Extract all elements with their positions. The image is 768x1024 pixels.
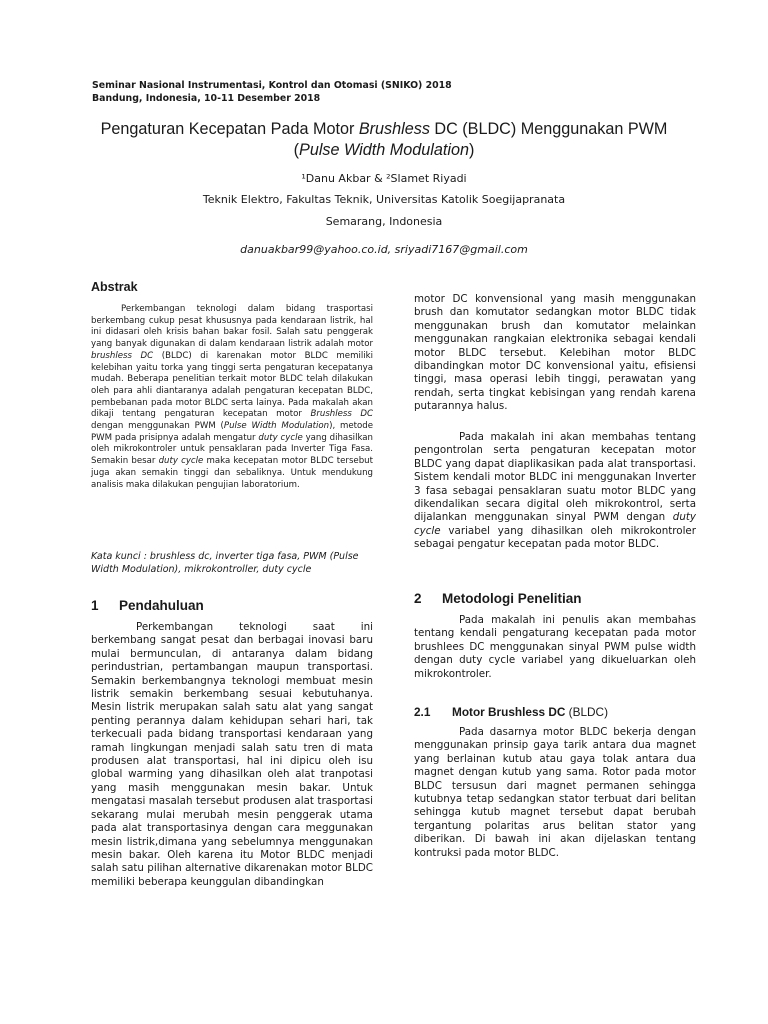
conference-header: [92, 79, 452, 105]
section-2-1-text: Pada dasarnya motor BLDC bekerja dengan menggunakan prinsip gaya tarik antara dua magnet yang berlainan kutub atau gaya tolak antara dua magnet dengan kutub yang sama. Rotor pada motor BLDC tersusun dari magnet permanen sehingga kutubnya tetap sedangkan stator terbuat dari belitan sehingga kutub magnet tersebut dapat berubah tergantung polaritas arus belitan stator yang diberikan. Di bawah ini akan dijelaskan tentang kontruksi pada motor BLDC.: [414, 726, 696, 859]
keywords: Kata kunci : brushless dc, inverter tiga fasa, PWM (Pulse Width Modulation), mikrokontroller, duty cycle: [91, 551, 359, 575]
intro-paragraph-2: Pada makalah ini akan membahas tentang pengontrolan serta pengaturan kecepatan motor BLDC yang dapat diaplikasikan pada alat transportasi. Sistem kendali motor BLDC ini menggunakan Inverter 3 fasa sebagai pensaklaran suatu motor BLDC yang dikendalikan secara digital oleh mikrokontrol, serta dijalankan menggunakan sinyal PWM dengan duty cycle variabel yang dihasilkan oleh mikrokontroler sebagai pengatur kecepatan pada motor BLDC.: [414, 431, 696, 551]
section-1-heading: 1 Pendahuluan: [91, 598, 204, 613]
section-2-1-heading: 2.1 Motor Brushless DC (BLDC): [414, 705, 609, 719]
paper-title: Pengaturan Kecepatan Pada Motor Brushless DC (BLDC) Menggunakan PWM (Pulse Width Modulation): [100, 120, 668, 159]
section-1-text: Perkembangan teknologi saat ini berkembang sangat pesat dan berbagai inovasi baru mulai bermunculan, di antaranya dalam bidang perindustrian, pertambangan maupun transportasi. Semakin berkembangnya teknologi membuat mesin listrik semakin berkembang sesuai kebutuhanya. Mesin listrik merupakan salah satu alat yang sangat penting perannya dalam kehidupan sehari hari, tak terkecuali pada bidang transportasi kendaraan yang ramah lingkungan menjadi salah satu tren di mata produsen alat transportasi, hal ini dipicu oleh isu global warming yang dihasilkan oleh alat tranpotasi yang masih menggunakan mesin bakar. Untuk mengatasi masalah tersebut produsen alat trasportasi sekarang mulai merubah mesin penggerak utama pada alat transportasinya dengan cara meggunakan mesin listrik,dimana yang sebelumnya menggunakan mesin bakar. Oleh karena itu Motor BLDC menjadi salah satu pilihan alternative dikarenakan motor BLDC memiliki beberapa keunggulan dibandingkan: [91, 621, 373, 888]
intro-continued-paragraph: motor DC konvensional yang masih menggunakan brush dan komutator sedangkan motor BLDC tidak menggunakan brush dan komutator melainkan menggunakan rangkaian elektronika sebagai kendali motor BLDC tersebut. Kelebihan motor BLDC dibandingkan motor DC konvensional yaitu, efisiensi tinggi, masa operasi lebih tinggi, perawatan yang rendah, serta tingkat kebisingan yang rendah karena putarannya halus.: [414, 293, 696, 413]
abstract-heading: Abstrak: [91, 280, 138, 294]
conference-location-date: Bandung, Indonesia, 10-11 Desember 2018: [92, 93, 321, 104]
author-emails[interactable]: danuakbar99@yahoo.co.id, sriyadi7167@gmail.com: [240, 243, 528, 256]
section-2-heading: 2 Metodologi Penelitian: [414, 591, 582, 606]
authors: ¹Danu Akbar & ²Slamet Riyadi: [301, 172, 467, 185]
abstract-text: Perkembangan teknologi dalam bidang trasportasi berkembang cukup pesat khususnya pada kendaraan listrik, hal ini didasari oleh krisis bahan bakar fosil. Salah satu penggerak yang banyak digunakan di dalam kendaraan listrik adalah motor brushless DC (BLDC) di karenakan motor BLDC memiliki kelebihan yaitu torka yang tinggi serta pengaturan kecepatanya mudah. Beberapa penelitian terkait motor BLDC telah dilakukan oleh para ahli diantaranya adalah pengaturan kecepatan BLDC, pembebanan pada motor BLDC serta lainya. Pada makalah akan dikaji tentang pengaturan kecepatan motor Brushless DC dengan menggunakan PWM (Pulse Width Modulation), metode PWM pada prisipnya adalah mengatur duty cycle yang dihasilkan oleh mikrokontroler untuk pensaklaran pada Inverter Tiga Fasa. Semakin besar duty cycle maka kecepatan motor BLDC tersebut juga akan semakin tinggi dan sebaliknya. Untuk mendukung analisis maka dilakukan pengujian laboratorium.: [91, 304, 373, 490]
affiliation-city: Semarang, Indonesia: [325, 215, 443, 228]
section-2-text: Pada makalah ini penulis akan membahas tentang kendali pengaturang kecepatan pada motor brushlees DC menggunakan sinyal PWM pulse width dengan duty cycle variabel yang dikueluarkan oleh mikrokontroler.: [414, 614, 696, 680]
conference-name: Seminar Nasional Instrumentasi, Kontrol dan Otomasi (SNIKO) 2018: [92, 80, 452, 91]
affiliation: Teknik Elektro, Fakultas Teknik, Universitas Katolik Soegijapranata: [202, 193, 566, 206]
